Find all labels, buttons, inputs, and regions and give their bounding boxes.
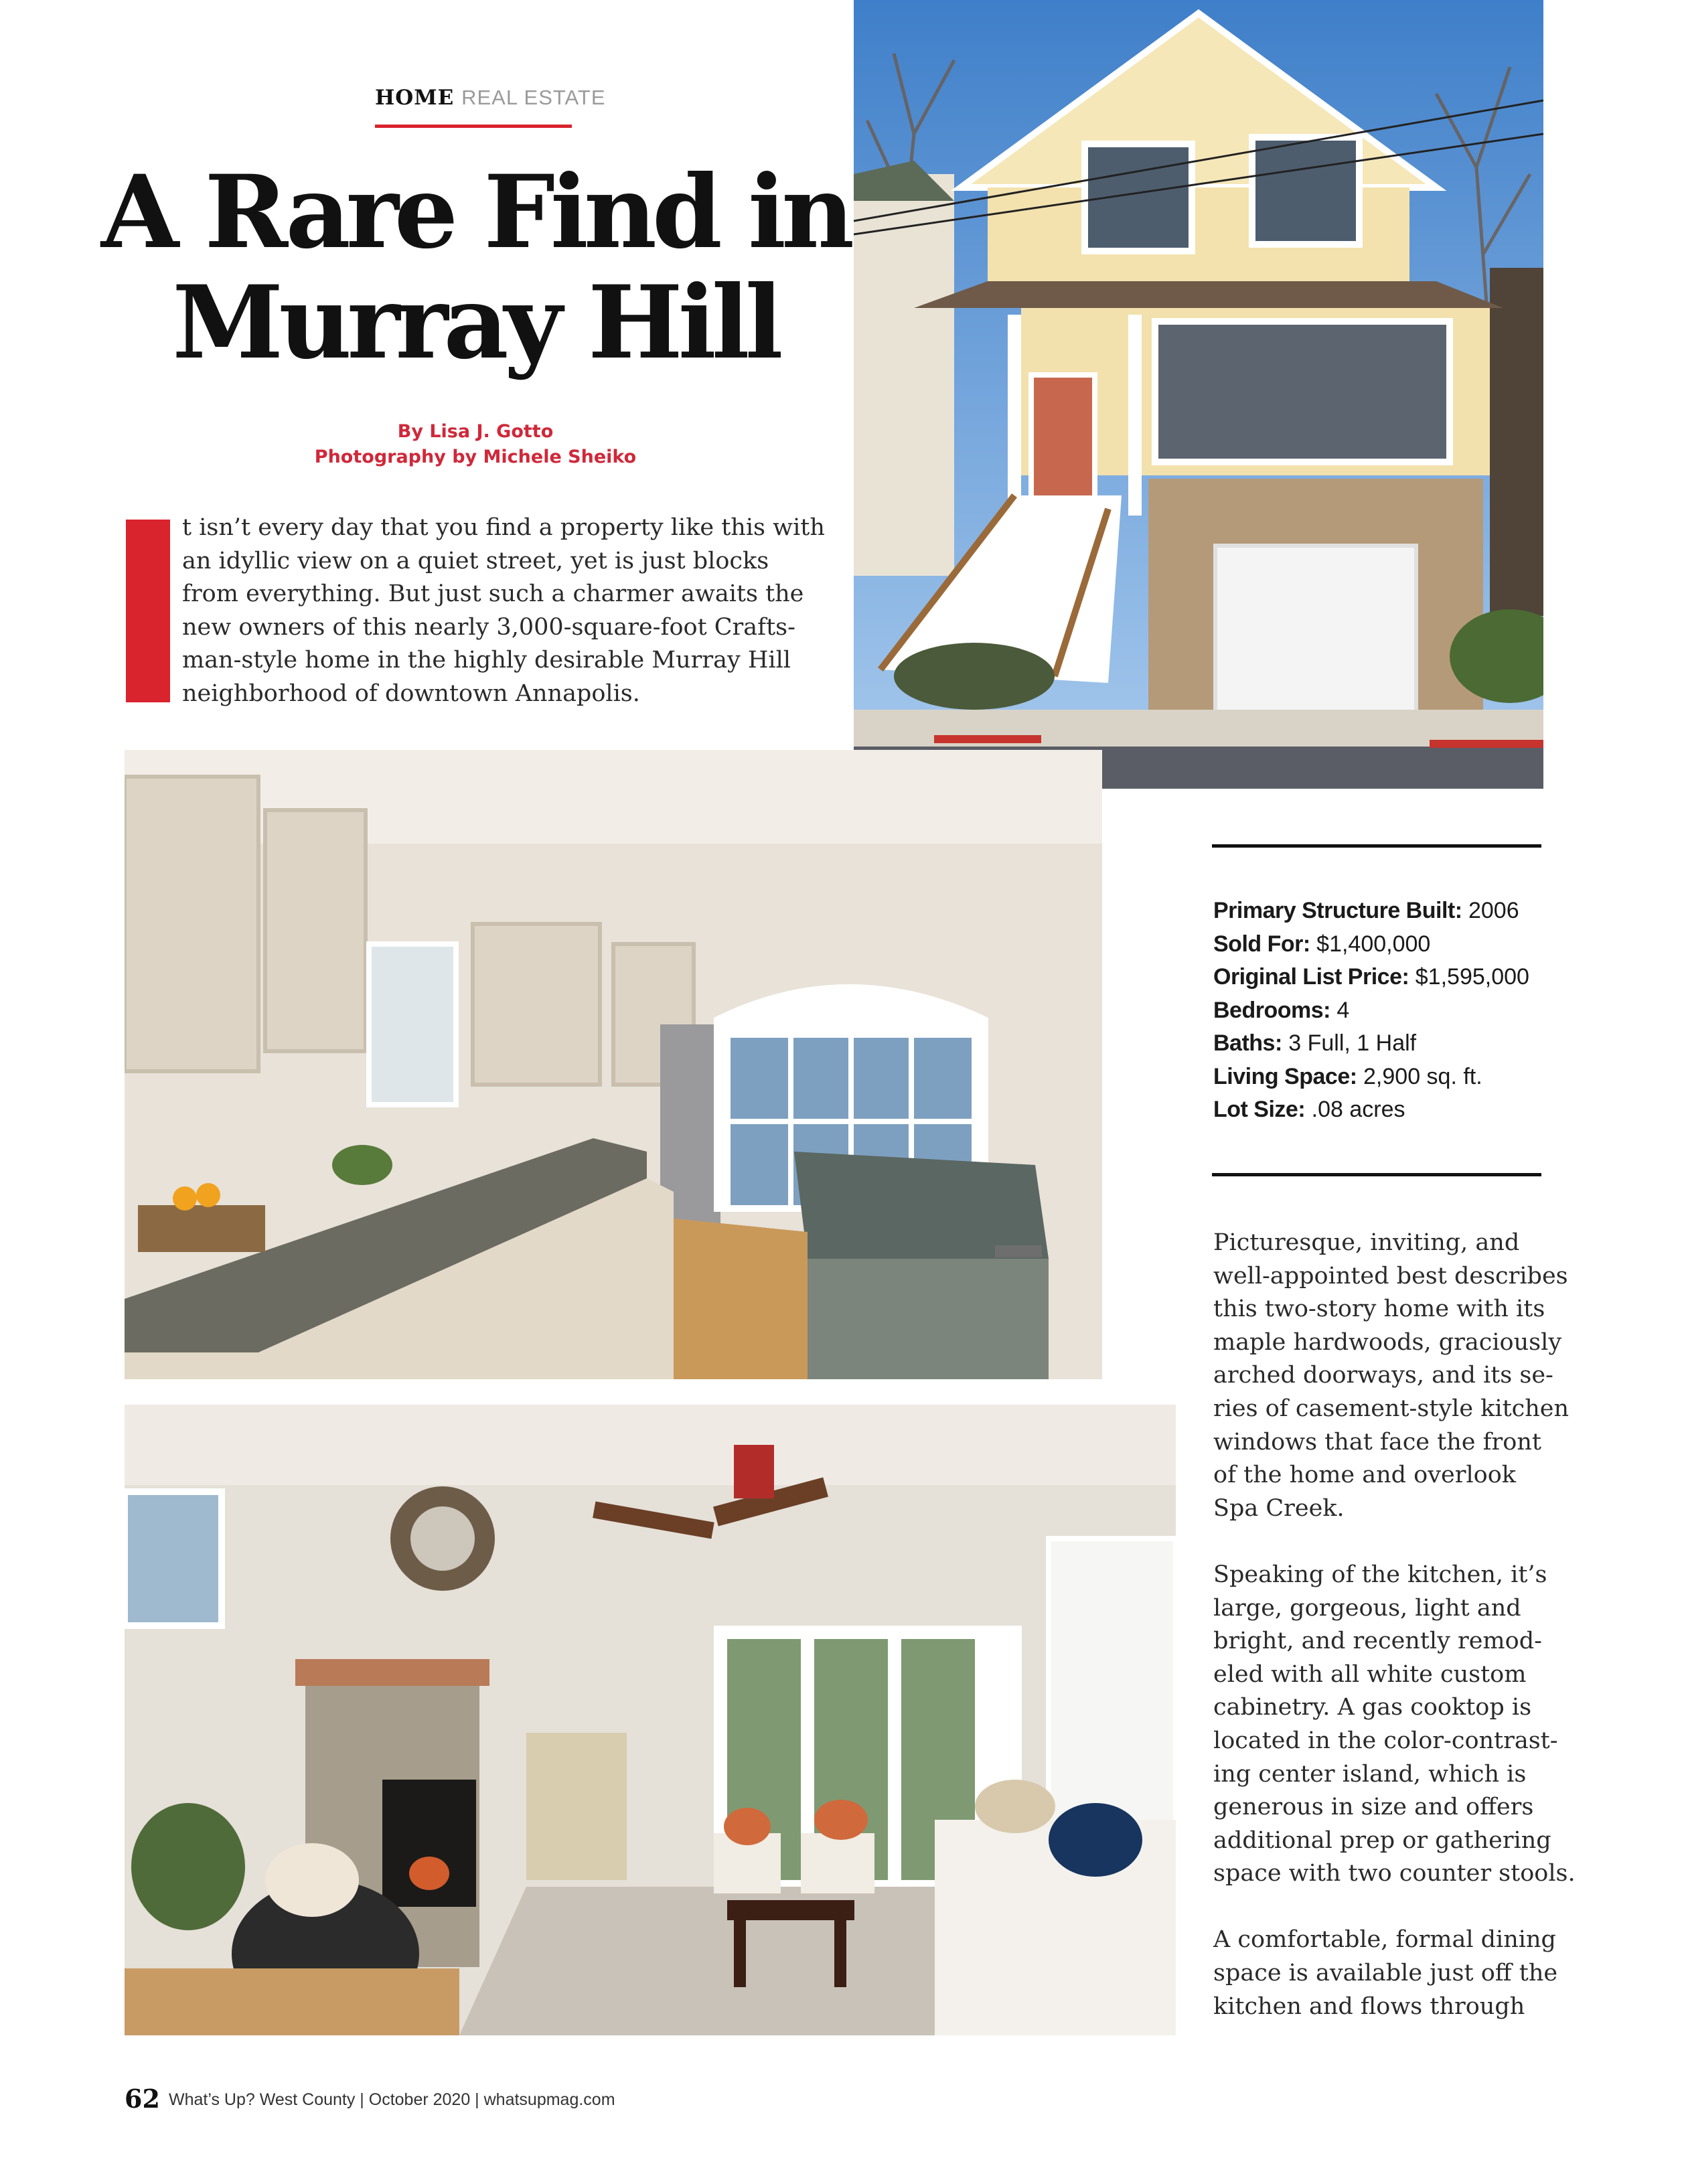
- body-line: bright, and recently remod-: [1213, 1628, 1542, 1655]
- body-line: of the home and overlook: [1213, 1462, 1517, 1489]
- footer-publication: What’s Up? West County | October 2020 | whatsupmag.com: [169, 2090, 615, 2109]
- body-line: ing center island, which is: [1213, 1760, 1527, 1788]
- fact-label: Primary Structure Built:: [1213, 898, 1462, 923]
- fact-row: [1213, 928, 1541, 961]
- article-title: [100, 153, 850, 382]
- body-line: generous in size and offers: [1213, 1794, 1534, 1821]
- body-line: eled with all white custom: [1213, 1660, 1527, 1688]
- section-tag-primary: HOME: [375, 86, 455, 110]
- section-tag-secondary: REAL ESTATE: [461, 86, 606, 109]
- fact-row: [1213, 961, 1541, 994]
- body-line: maple hardwoods, graciously: [1213, 1328, 1562, 1356]
- body-line: Picturesque, inviting, and: [1213, 1229, 1520, 1256]
- intro-line: from everything. But just such a charmer awaits the: [182, 580, 804, 608]
- body-line: A comfortable, formal dining: [1213, 1926, 1556, 1954]
- body-line: additional prep or gathering: [1213, 1826, 1551, 1854]
- body-paragraph-1: [1213, 1227, 1570, 1525]
- article-title-line-2: Murray Hill: [172, 264, 779, 382]
- photo-credit: Photography by Michele Sheiko: [314, 447, 637, 467]
- house-exterior-photo: [854, 0, 1543, 789]
- fact-row: [1213, 1093, 1541, 1127]
- kitchen-photo: [125, 750, 1102, 1379]
- intro-line: an idyllic view on a quiet street, yet is just blocks: [182, 547, 769, 574]
- drop-cap-bar: [126, 520, 170, 702]
- intro-paragraph: [182, 512, 852, 711]
- fact-row: [1213, 894, 1541, 928]
- page-number: 62: [125, 2084, 160, 2114]
- fact-row: [1213, 1061, 1541, 1094]
- article-title-line-1: A Rare Find in: [100, 153, 850, 271]
- body-line: ries of casement-style kitchen: [1213, 1395, 1570, 1422]
- fact-value: $1,400,000: [1316, 931, 1431, 957]
- living-room-photo: [125, 1405, 1176, 2035]
- body-line: space with two counter stools.: [1213, 1860, 1576, 1887]
- body-line: arched doorways, and its se-: [1213, 1362, 1553, 1389]
- body-line: this two-story home with its: [1213, 1296, 1545, 1323]
- fact-value: 4: [1336, 997, 1350, 1023]
- fact-value: .08 acres: [1311, 1097, 1405, 1122]
- fact-label: Original List Price:: [1213, 964, 1409, 990]
- body-line: kitchen and flows through: [1213, 1993, 1525, 2020]
- section-tag-rule: [375, 125, 572, 128]
- intro-line: neighborhood of downtown Annapolis.: [182, 680, 640, 707]
- body-line: large, gorgeous, light and: [1213, 1594, 1521, 1622]
- fact-box-bottom-rule: [1212, 1173, 1541, 1176]
- intro-line: t isn’t every day that you find a property like this with: [182, 514, 825, 541]
- fact-label: Living Space:: [1213, 1063, 1357, 1089]
- fact-label: Sold For:: [1213, 931, 1310, 957]
- intro-line: new owners of this nearly 3,000-square-foot Crafts-: [182, 613, 795, 641]
- property-facts: [1213, 894, 1541, 1127]
- body-line: located in the color-contrast-: [1213, 1727, 1558, 1754]
- body-column: [1213, 1227, 1576, 2023]
- section-tag: [375, 86, 606, 110]
- body-line: windows that face the front: [1213, 1428, 1541, 1456]
- fact-value: 3 Full, 1 Half: [1288, 1030, 1417, 1056]
- fact-value: $1,595,000: [1415, 964, 1529, 990]
- fact-value: 2006: [1468, 898, 1519, 923]
- fact-label: Baths:: [1213, 1030, 1282, 1056]
- body-paragraph-2: [1213, 1559, 1576, 1891]
- fact-value: 2,900 sq. ft.: [1363, 1063, 1482, 1089]
- body-line: cabinetry. A gas cooktop is: [1213, 1694, 1532, 1721]
- fact-label: Bedrooms:: [1213, 997, 1330, 1023]
- body-line: space is available just off the: [1213, 1960, 1558, 1987]
- body-line: Speaking of the kitchen, it’s: [1213, 1561, 1547, 1588]
- intro-line: man-style home in the highly desirable Murray Hill: [182, 647, 791, 674]
- credits: [254, 419, 696, 470]
- fact-box-top-rule: [1212, 844, 1541, 848]
- body-paragraph-3: [1213, 1924, 1561, 2023]
- fact-row: [1213, 1027, 1541, 1061]
- fact-label: Lot Size:: [1213, 1097, 1306, 1122]
- byline: By Lisa J. Gotto: [397, 421, 554, 442]
- fact-row: [1213, 994, 1541, 1028]
- body-line: Spa Creek.: [1213, 1494, 1345, 1522]
- body-line: well-appointed best describes: [1213, 1262, 1568, 1290]
